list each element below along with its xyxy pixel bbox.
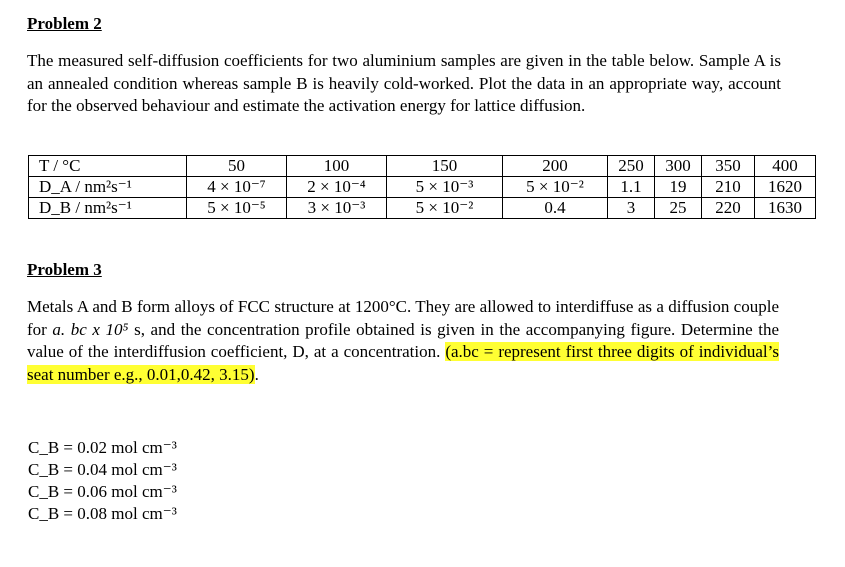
table-header-cell: D_A / nm²s⁻¹ — [29, 177, 187, 198]
time-expression: a. bc x 10⁵ — [52, 319, 129, 339]
table-cell: 50 — [187, 156, 287, 177]
table-cell: 4 × 10⁻⁷ — [187, 177, 287, 198]
table-cell: 250 — [608, 156, 655, 177]
table-cell: 25 — [655, 198, 702, 219]
table-cell: 350 — [702, 156, 755, 177]
table-cell: 5 × 10⁻² — [387, 198, 503, 219]
problem-3-text-part-1: Metals A and B form alloys of FCC structure at 1200°C. They are allowed to interdiffuse as a diffusion couple for — [27, 297, 779, 339]
table-cell: 1.1 — [608, 177, 655, 198]
table-row — [29, 156, 816, 177]
table-cell: 300 — [655, 156, 702, 177]
concentration-item: C_B = 0.08 mol cm⁻³ — [28, 504, 177, 523]
table-cell: 220 — [702, 198, 755, 219]
diffusion-table — [28, 155, 816, 219]
table-cell: 3 — [608, 198, 655, 219]
problem-3-text — [27, 296, 779, 386]
problem-3-heading: Problem 3 — [27, 260, 102, 279]
table-cell: 1630 — [755, 198, 816, 219]
table-cell: 3 × 10⁻³ — [287, 198, 387, 219]
table-cell: 19 — [655, 177, 702, 198]
table-cell: 200 — [503, 156, 608, 177]
concentration-item: C_B = 0.06 mol cm⁻³ — [28, 482, 177, 501]
table-header-cell: D_B / nm²s⁻¹ — [29, 198, 187, 219]
table-header-cell: T / °C — [29, 156, 187, 177]
table-cell: 1620 — [755, 177, 816, 198]
table-cell: 2 × 10⁻⁴ — [287, 177, 387, 198]
table-cell: 5 × 10⁻⁵ — [187, 198, 287, 219]
table-cell: 150 — [387, 156, 503, 177]
problem-2-text: The measured self-diffusion coefficients for two aluminium samples are given in the table below. Sample A is an annealed condition whereas sample B is heavily cold-worked. Plot the data in an appropriate way, account for the observed behaviour and estimate the activation energy for lattice diffusion. — [27, 51, 781, 115]
problem-2-heading: Problem 2 — [27, 14, 102, 33]
table-cell: 0.4 — [503, 198, 608, 219]
table-cell: 210 — [702, 177, 755, 198]
table-row — [29, 177, 816, 198]
table-cell: 5 × 10⁻² — [503, 177, 608, 198]
concentration-item: C_B = 0.02 mol cm⁻³ — [28, 438, 177, 457]
seat-number-note-highlight: (a.bc = represent first three digits of individual’s seat number e.g., 0.01,0.42, 3.15) — [27, 342, 779, 384]
concentration-item: C_B = 0.04 mol cm⁻³ — [28, 460, 177, 479]
table-cell: 5 × 10⁻³ — [387, 177, 503, 198]
table-cell: 400 — [755, 156, 816, 177]
table-row — [29, 198, 816, 219]
problem-3-text-part-2: s, and the concentration profile obtained is given in the accompanying figure. Determine the value of the interdiffusion coefficient, D, at a concentration. — [27, 319, 779, 361]
concentration-list — [28, 437, 177, 525]
table-cell: 100 — [287, 156, 387, 177]
problem-3-text-end: . — [254, 364, 259, 384]
